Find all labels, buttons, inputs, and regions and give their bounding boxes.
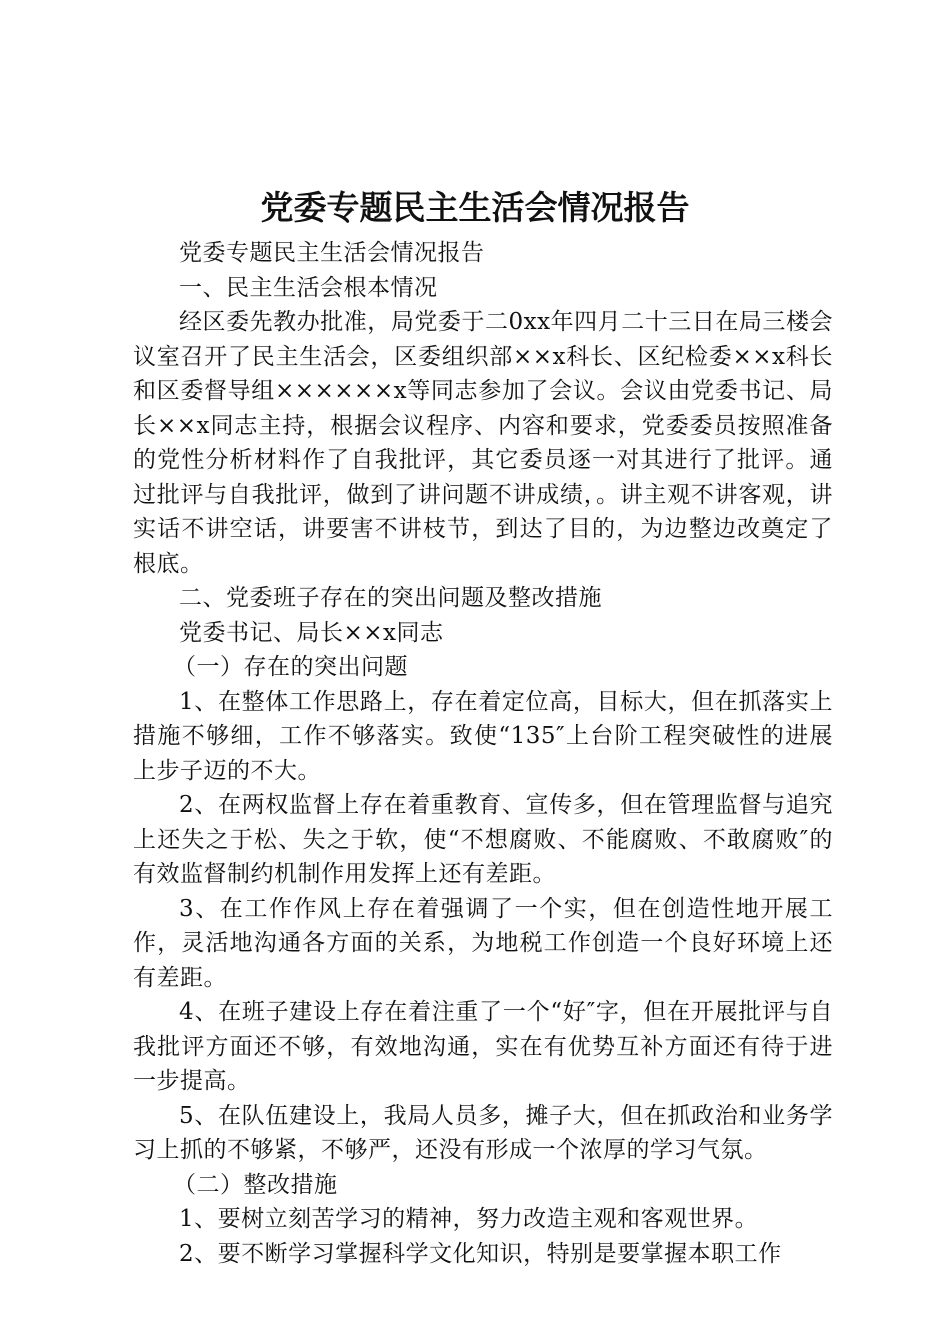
document-title: 党委专题民主生活会情况报告 (260, 188, 690, 227)
paragraph-heading-repeat: 党委专题民主生活会情况报告 (179, 240, 485, 266)
problem-item-4: 4、在班子建设上存在着注重了一个“好″字，但在开展批评与自我批评方面还不够，有效地沟通，实在有优势互补方面还有待于进一步提高。 (133, 999, 833, 1094)
section-heading-1: 一、民主生活会根本情况 (179, 274, 438, 301)
paragraph-basic-situation: 经区委先教办批准，局党委于二0xx年四月二十三日在局三楼会议室召开了民主生活会，区委组织部××x科长、区纪检委××x科长和区委督导组××××××x等同志参加了会议。会议由党委书记、局长××x同志主持，根据会议程序、内容和要求，党委委员按照准备的党性分析材料作了自我批评，其它委员逐一对其进行了批评。通过批评与自我批评，做到了讲问题不讲成绩，。讲主观不讲客观，讲实话不讲空话，讲要害不讲枝节，到达了目的，为边整边改奠定了根底。 (133, 309, 833, 577)
problem-item-3: 3、在工作作风上存在着强调了一个实，但在创造性地开展工作，灵活地沟通各方面的关系，为地税工作创造一个良好环境上还有差距。 (133, 895, 833, 991)
problem-item-2: 2、在两权监督上存在着重教育、宣传多，但在管理监督与追究上还失之于松、失之于软，使“不想腐败、不能腐败、不敢腐败″的有效监督制约机制作用发挥上还有差距。 (133, 792, 833, 887)
measure-item-2: 2、要不断学习掌握科学文化知识，特别是要掌握本职工作 (179, 1240, 782, 1267)
paragraph-person: 党委书记、局长××x同志 (179, 619, 444, 646)
problem-item-1: 1、在整体工作思路上，存在着定位高，目标大，但在抓落实上措施不够细，工作不够落实。致使“135″上台阶工程突破性的进展上步子迈的不大。 (133, 688, 833, 784)
measure-item-1: 1、要树立刻苦学习的精神，努力改造主观和客观世界。 (179, 1206, 759, 1232)
subsection-heading-measures: （二）整改措施 (173, 1171, 338, 1198)
subsection-heading-problems: （一）存在的突出问题 (173, 654, 408, 680)
section-heading-2: 二、党委班子存在的突出问题及整改措施 (179, 585, 602, 611)
document-body (133, 236, 833, 1271)
problem-item-5: 5、在队伍建设上，我局人员多，摊子大，但在抓政治和业务学习上抓的不够紧，不够严，还没有形成一个浓厚的学习气氛。 (133, 1102, 833, 1163)
